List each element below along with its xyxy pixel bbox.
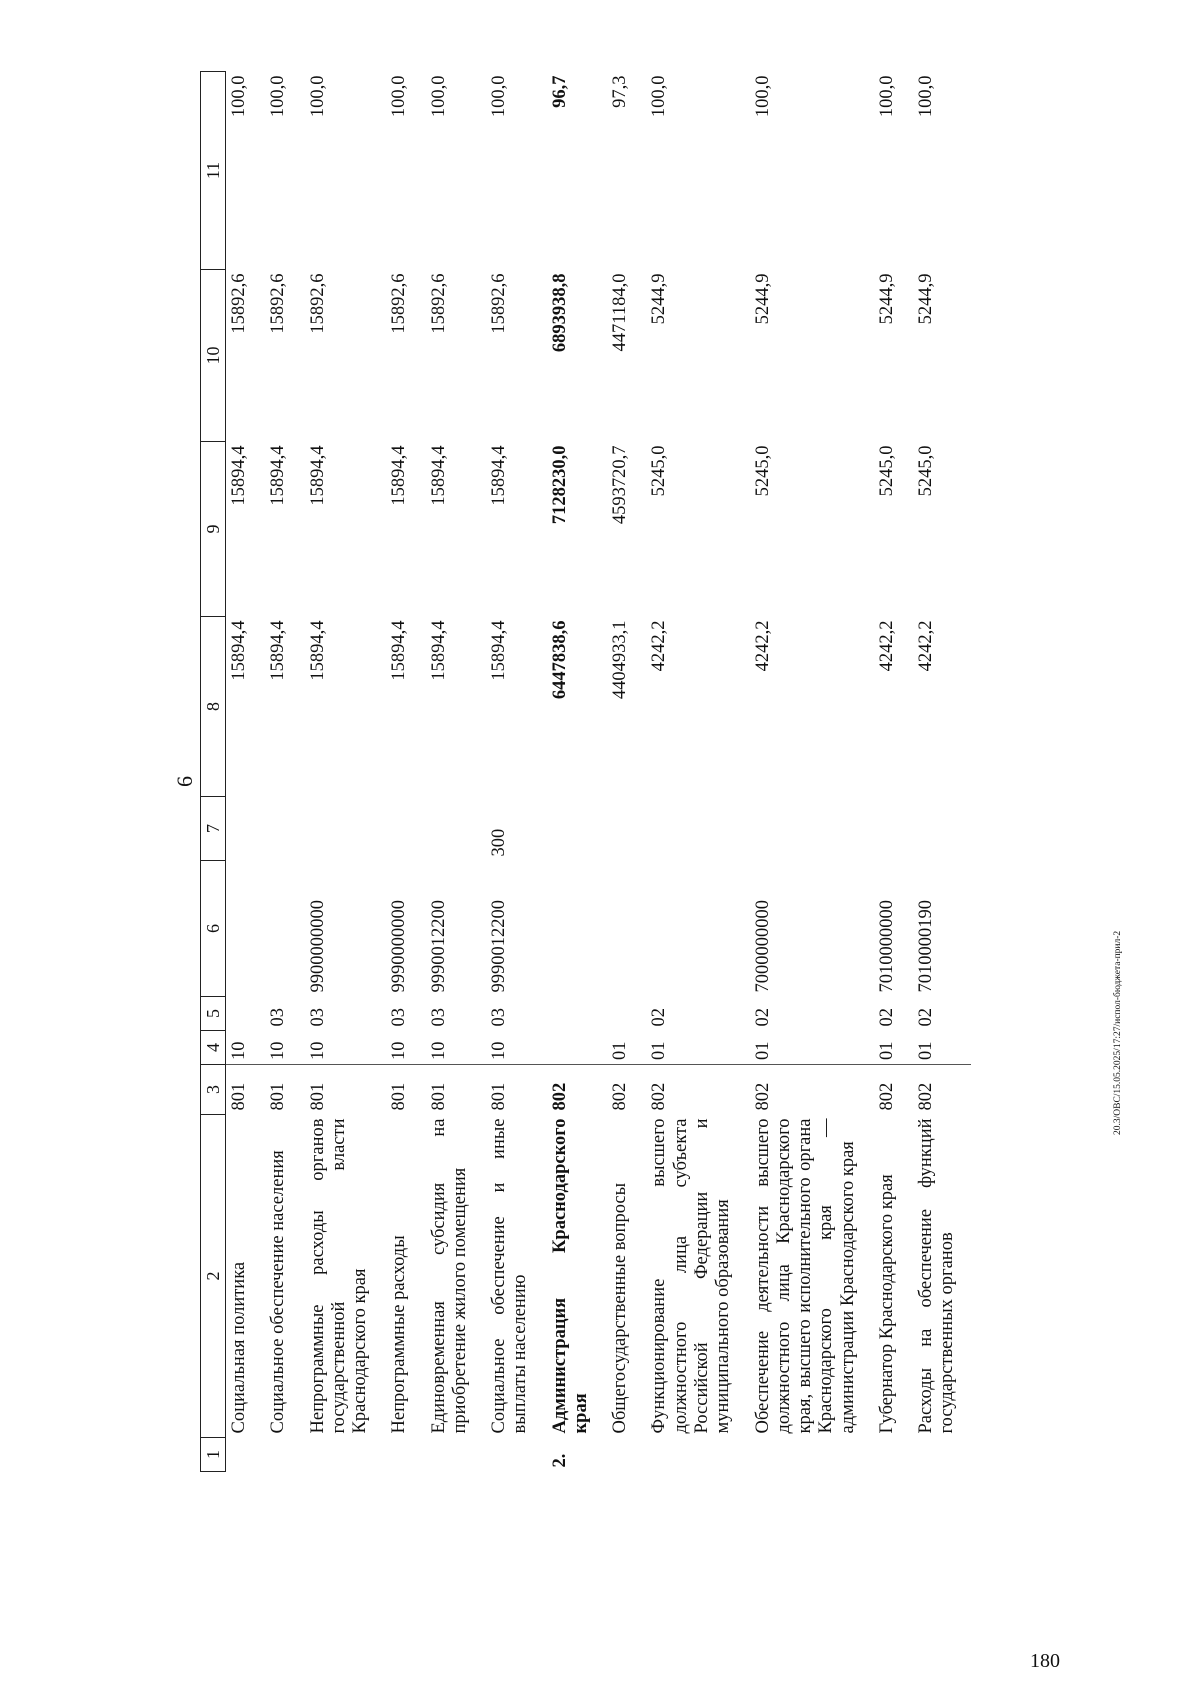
header-row [201,72,226,1472]
cell-col-7 [302,797,384,861]
cell-col-4: 10 [389,1041,410,1060]
header-col-2: 2 [201,1115,226,1438]
cell-col-6 [544,861,605,997]
table-row [643,72,746,1472]
cell-col-3: 802 [643,1065,746,1115]
rotated-page-content [160,72,1060,1472]
cell-col-2: Социальная политика [229,1261,249,1434]
table-row [604,72,643,1472]
cell-col-2: Расходы на обеспечение функций государственных органов [916,1118,958,1434]
cell-col-10: 15892,6 [489,273,510,334]
cell-col-8: 4404933,1 [610,620,631,700]
cell-col-9: 15894,4 [389,445,410,506]
cell-col-5 [604,997,643,1031]
cell-col-1 [262,1438,301,1472]
cell-col-4: 10 [428,1041,449,1060]
document-code: 20.3/ОВС/15.05.2025/17:27/испол-бюджета-прил-2 [1113,930,1123,1135]
cell-col-10: 15892,6 [389,273,410,334]
cell-col-2: Администрация Краснодарского края [549,1118,591,1434]
cell-col-3: 802 [604,1065,643,1115]
table-row [544,72,605,1472]
cell-col-3: 802 [910,1065,971,1115]
cell-col-6: 9990012200 [489,900,510,993]
cell-col-9: 5245,0 [876,445,897,497]
cell-col-5: 03 [307,1008,328,1027]
header-col-7: 7 [201,797,226,861]
header-col-3: 3 [201,1065,226,1115]
cell-col-9: 15894,4 [229,445,249,506]
cell-col-7: 300 [489,828,510,857]
budget-table [200,71,971,1472]
cell-col-1 [383,1438,422,1472]
table-row [383,72,422,1472]
table-row [747,72,871,1472]
cell-col-9: 15894,4 [268,445,289,506]
header-col-5: 5 [201,997,226,1031]
cell-col-6: 7010000000 [876,900,897,993]
cell-col-8: 4242,2 [916,620,937,672]
cell-col-8: 4242,2 [752,620,773,672]
cell-col-6: 9990000000 [389,900,410,993]
cell-col-7 [643,797,746,861]
cell-col-2: Губернатор Краснодарского края [876,1174,897,1434]
cell-col-7 [910,797,971,861]
cell-col-4: 01 [876,1041,897,1060]
cell-col-8: 15894,4 [428,620,449,681]
cell-col-5: 02 [916,1008,937,1027]
table-row [483,72,544,1472]
cell-col-6 [226,861,263,997]
cell-col-9: 5245,0 [649,445,670,497]
cell-col-3: 801 [483,1065,544,1115]
cell-col-7 [604,797,643,861]
cell-col-8: 15894,4 [268,620,289,681]
cell-col-2: Обеспечение деятельности высшего должностного лица Краснодарского края, высшего исполнительного органа Краснодарского края — администрации Краснодарского края [752,1118,858,1434]
cell-col-11: 97,3 [610,75,631,108]
cell-col-5: 03 [268,1008,289,1027]
cell-col-8: 6447838,6 [549,620,570,700]
cell-col-4: 01 [916,1041,937,1060]
cell-col-1 [423,1438,484,1472]
cell-col-2: Функционирование высшего должностного лица субъекта Российской Федерации и муниципального образования [649,1118,734,1434]
cell-col-5 [544,997,605,1031]
cell-col-3: 802 [871,1065,910,1115]
cell-col-9: 7128230,0 [549,445,570,525]
cell-col-3: 801 [383,1065,422,1115]
cell-col-2: Непрограммные расходы органов государственной власти Краснодарского края [307,1118,371,1434]
cell-col-10: 6893938,8 [549,273,570,353]
cell-col-11: 100,0 [229,75,249,118]
header-col-1: 1 [201,1438,226,1472]
table-row [262,72,301,1472]
cell-col-9: 4593720,7 [610,445,631,525]
table-row [226,72,263,1472]
cell-col-10: 5244,9 [649,273,670,325]
cell-col-8: 15894,4 [389,620,410,681]
cell-col-8: 15894,4 [229,620,249,681]
cell-col-2: Единовременная субсидия на приобретение жилого помещения [428,1118,470,1434]
cell-col-1 [643,1438,746,1472]
cell-col-1 [871,1438,910,1472]
cell-col-8: 15894,4 [307,620,328,681]
cell-col-2: Социальное обеспечение и иные выплаты населению [489,1118,531,1434]
cell-col-9: 15894,4 [428,445,449,506]
cell-col-1 [910,1438,971,1472]
cell-col-11: 100,0 [489,75,510,118]
cell-col-5: 03 [489,1008,510,1027]
cell-col-6: 9900000000 [307,900,328,993]
cell-col-11: 100,0 [428,75,449,118]
cell-col-5: 02 [876,1008,897,1027]
page-number: 6 [172,776,197,787]
cell-col-10: 15892,6 [229,273,249,334]
cell-col-9: 15894,4 [489,445,510,506]
cell-col-10: 15892,6 [307,273,328,334]
cell-col-10: 5244,9 [752,273,773,325]
cell-col-1 [604,1438,643,1472]
cell-col-11: 100,0 [307,75,328,118]
cell-col-1 [226,1438,263,1472]
cell-col-5 [226,997,263,1031]
cell-col-4: 01 [649,1041,670,1060]
header-col-8: 8 [201,617,226,797]
cell-col-8: 4242,2 [649,620,670,672]
cell-col-4: 01 [610,1041,631,1060]
cell-col-8: 4242,2 [876,620,897,672]
cell-col-3: 801 [226,1065,263,1115]
cell-col-11: 100,0 [752,75,773,118]
cell-col-3: 801 [423,1065,484,1115]
cell-col-10: 5244,9 [916,273,937,325]
cell-col-7 [383,797,422,861]
cell-col-5: 03 [428,1008,449,1027]
table-row [302,72,384,1472]
cell-col-6 [262,861,301,997]
table-row [423,72,484,1472]
header-col-6: 6 [201,861,226,997]
cell-col-5: 02 [649,1008,670,1027]
cell-col-11: 100,0 [916,75,937,118]
table-row [910,72,971,1472]
cell-col-11: 100,0 [268,75,289,118]
cell-col-10: 4471184,0 [610,273,631,352]
cell-col-3: 801 [302,1065,384,1115]
cell-col-4: 01 [752,1041,773,1060]
table-row [871,72,910,1472]
cell-col-10: 15892,6 [428,273,449,334]
cell-col-7 [747,797,871,861]
cell-col-6: 7000000000 [752,900,773,993]
cell-col-4: 10 [268,1041,289,1060]
cell-col-5: 03 [389,1008,410,1027]
cell-col-1 [483,1438,544,1472]
cell-col-6 [643,861,746,997]
cell-col-1 [302,1438,384,1472]
header-col-4: 4 [201,1031,226,1065]
cell-col-3: 801 [262,1065,301,1115]
cell-col-7 [262,797,301,861]
cell-col-4: 10 [307,1041,328,1060]
cell-col-9: 5245,0 [916,445,937,497]
cell-col-9: 15894,4 [307,445,328,506]
cell-col-10: 5244,9 [876,273,897,325]
cell-col-6: 9990012200 [428,900,449,993]
cell-col-11: 100,0 [389,75,410,118]
cell-col-10: 15892,6 [268,273,289,334]
cell-col-4: 10 [489,1041,510,1060]
cell-col-3: 802 [747,1065,871,1115]
cell-col-2: Социальное обеспечение населения [268,1150,289,1434]
table-body [226,72,971,1472]
cell-col-9: 5245,0 [752,445,773,497]
cell-col-6: 7010000190 [916,900,937,993]
header-col-10: 10 [201,270,226,442]
cell-col-1 [747,1438,871,1472]
cell-col-4: 10 [226,1031,263,1065]
cell-col-4 [544,1031,605,1065]
cell-col-5: 02 [752,1008,773,1027]
header-col-11: 11 [201,72,226,270]
cell-col-11: 100,0 [649,75,670,118]
cell-col-6 [604,861,643,997]
cell-col-11: 96,7 [549,75,570,108]
cell-col-7 [871,797,910,861]
cell-col-8: 15894,4 [489,620,510,681]
table-header [201,72,226,1472]
cell-col-3: 802 [544,1065,605,1115]
cell-col-7 [544,797,605,861]
header-col-9: 9 [201,442,226,617]
cell-col-1: 2. [549,1453,570,1468]
cell-col-7 [423,797,484,861]
sheet-number: 180 [1030,1650,1060,1672]
cell-col-11: 100,0 [876,75,897,118]
cell-col-2: Общегосударственные вопросы [610,1182,631,1434]
cell-col-7 [226,797,263,861]
cell-col-2: Непрограммные расходы [389,1235,410,1434]
